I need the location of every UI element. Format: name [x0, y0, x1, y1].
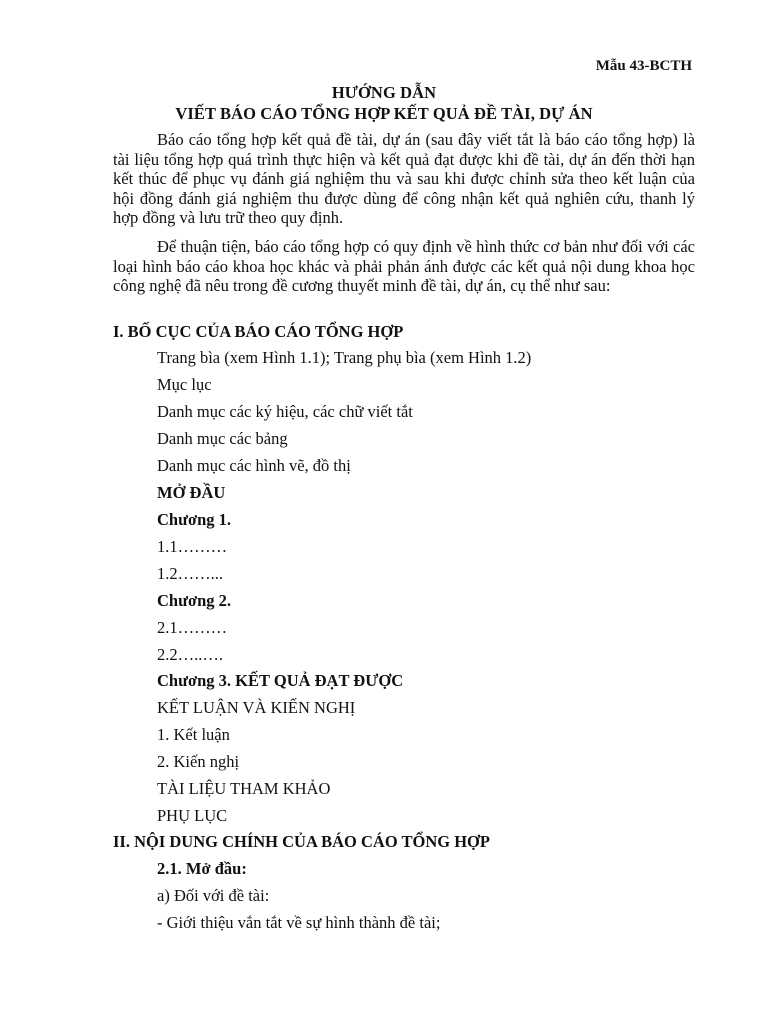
outline-item-1-1: 1.1………: [157, 537, 228, 556]
document-title-line-2: VIẾT BÁO CÁO TỔNG HỢP KẾT QUẢ ĐỀ TÀI, DỰ ÁN: [175, 104, 593, 123]
outline-item-abbreviations: Danh mục các ký hiệu, các chữ viết tắt: [157, 402, 413, 421]
intro-paragraph-2: Để thuận tiện, báo cáo tổng hợp có quy định về hình thức cơ bản như đối với các loại hình báo cáo khoa học khác và phải phản ánh được các kết quả nội dung khoa học công nghệ đã nêu trong đề cương thuyết minh đề tài, dự án, cụ thể như sau:: [113, 237, 695, 296]
subsection-2-1-heading: 2.1. Mở đầu:: [157, 859, 247, 878]
outline-item-tables: Danh mục các bảng: [157, 429, 288, 448]
outline-item-chapter-3: Chương 3. KẾT QUẢ ĐẠT ĐƯỢC: [157, 671, 404, 690]
intro-paragraph-1: Báo cáo tổng hợp kết quả đề tài, dự án (sau đây viết tắt là báo cáo tổng hợp) là tài liệu tổng hợp quá trình thực hiện và kết quả đạt được khi đề tài, dự án đến thời hạn kết thúc để phục vụ đánh giá nghiệm thu và sau khi được chỉnh sửa theo kết luận của hội đồng đánh giá nghiệm thu được dùng để công nhận kết quả nghiên cứu, thanh lý hợp đồng và lưu trữ theo quy định.: [113, 130, 695, 228]
section-1-heading: I. BỐ CỤC CỦA BÁO CÁO TỔNG HỢP: [113, 322, 404, 341]
subsection-bullet-1: - Giới thiệu vắn tắt về sự hình thành đề tài;: [157, 913, 441, 932]
outline-item-conclusions: KẾT LUẬN VÀ KIẾN NGHỊ: [157, 698, 356, 717]
outline-item-1-2: 1.2……...: [157, 564, 223, 583]
outline-item-appendix: PHỤ LỤC: [157, 806, 228, 825]
document-title-line-1: HƯỚNG DẪN: [331, 83, 437, 102]
outline-item-cover: Trang bìa (xem Hình 1.1); Trang phụ bìa (xem Hình 1.2): [157, 348, 532, 367]
outline-item-chapter-1: Chương 1.: [157, 510, 232, 529]
outline-item-recommendation: 2. Kiến nghị: [157, 752, 240, 771]
outline-item-toc: Mục lục: [157, 375, 212, 394]
outline-item-figures: Danh mục các hình vẽ, đồ thị: [157, 456, 351, 475]
outline-item-chapter-2: Chương 2.: [157, 591, 232, 610]
form-code: Mẫu 43-BCTH: [595, 58, 692, 74]
outline-item-conclusion: 1. Kết luận: [157, 725, 230, 744]
outline-item-references: TÀI LIỆU THAM KHẢO: [157, 779, 331, 798]
outline-item-2-2: 2.2…..….: [157, 645, 223, 664]
subsection-item-a: a) Đối với đề tài:: [157, 886, 270, 905]
outline-item-introduction: MỞ ĐẦU: [157, 483, 226, 502]
outline-item-2-1: 2.1………: [157, 618, 228, 637]
section-2-heading: II. NỘI DUNG CHÍNH CỦA BÁO CÁO TỔNG HỢP: [113, 832, 490, 851]
